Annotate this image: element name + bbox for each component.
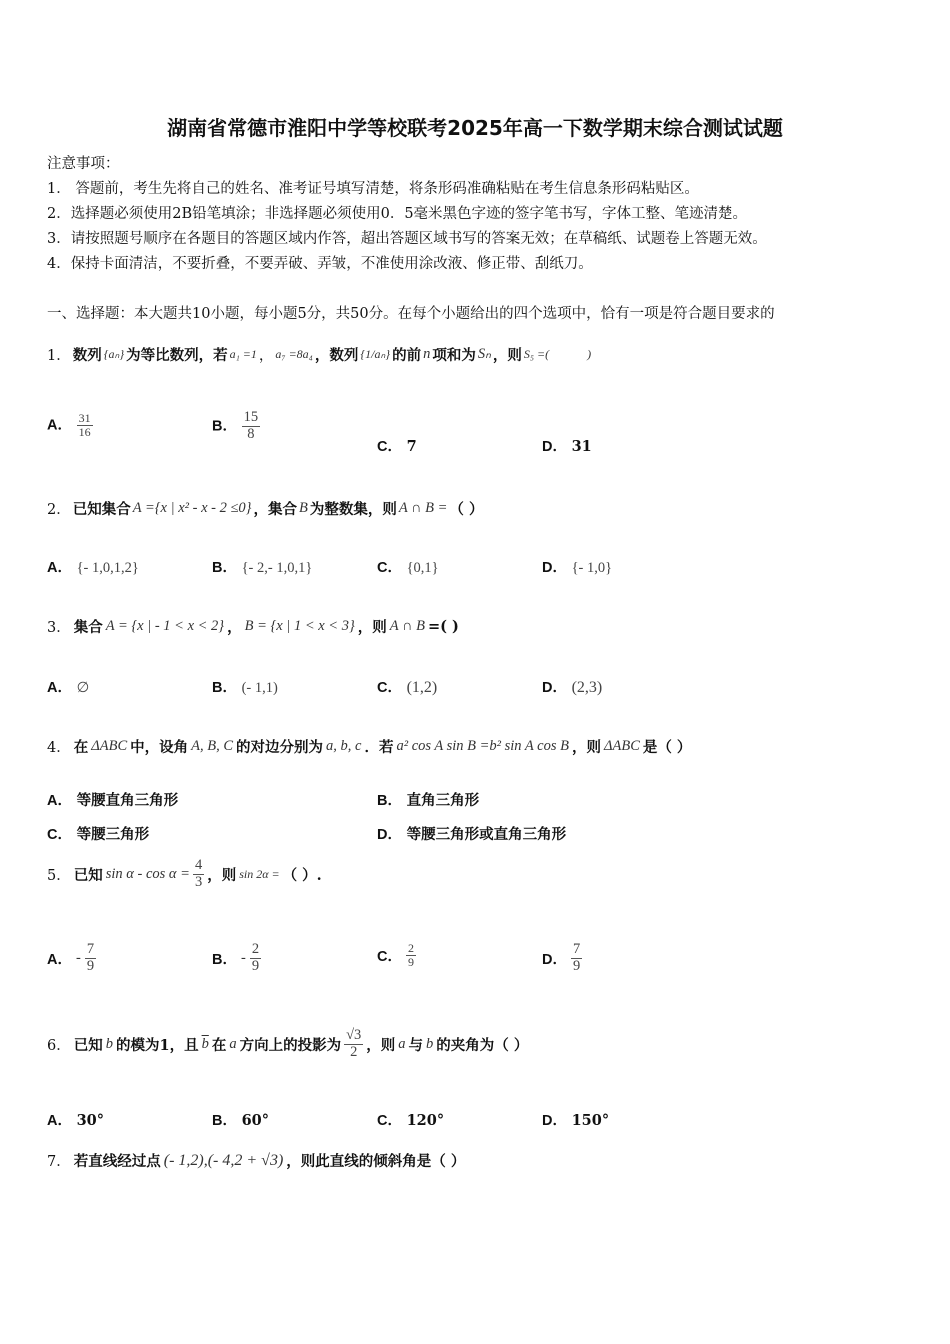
option-b[interactable]: B． (- 1,1) xyxy=(212,680,278,696)
question-3: 3． 集合 A = {x | - 1 < x < 2} ， B = {x | 1 < x < 3} ，则 A ∩ B =( ) xyxy=(47,618,459,636)
notes-header: 注意事项： xyxy=(47,156,120,172)
option-a[interactable]: A． - $\frac{7}{9}$ xyxy=(47,941,95,974)
math-expr: a² cos A sin B =b² sin A cos B xyxy=(396,738,569,754)
option-d[interactable]: D． 150° xyxy=(542,1112,610,1129)
question-1: 1． 数列 {aₙ} 为等比数列，若 a₁ =1 ， a₇ =8a₄ ，数列 {1/aₙ} 的前 n 项和为 Sₙ ，则 S₅ =( ) xyxy=(47,346,592,364)
option-a[interactable]: A． 等腰直角三角形 xyxy=(47,792,179,809)
math-expr: sin 2α = xyxy=(239,866,280,881)
fraction: $\frac{√3}{2}$ xyxy=(346,1027,362,1060)
fraction: $\frac{2}{9}$ xyxy=(251,941,260,974)
note-item: 1． 答题前，考生先将自己的姓名、准考证号填写清楚，将条形码准确粘贴在考生信息条形码粘贴区。 xyxy=(47,181,699,197)
fraction: $\frac{31}{16}$ xyxy=(78,411,91,440)
math-expr: {1/aₙ} xyxy=(360,347,391,361)
math-expr: B = {x | 1 < x < 3} xyxy=(244,618,355,634)
math-expr: A ∩ B = xyxy=(398,500,448,516)
math-expr: S₅ =( xyxy=(523,347,550,361)
option-d[interactable]: D． 31 xyxy=(542,438,592,455)
option-c[interactable]: C． (1,2) xyxy=(377,679,438,696)
option-c[interactable]: C． 7 xyxy=(377,438,417,455)
question-5: 5． 已知 sin α - cos α = $\frac{4}{3}$ ，则 sin 2α = （ ）. xyxy=(47,857,322,890)
question-number: 7． xyxy=(47,1154,71,1170)
fraction: $\frac{7}{9}$ xyxy=(572,941,581,974)
math-expr: B xyxy=(298,500,308,516)
option-a[interactable]: A． 30° xyxy=(47,1112,105,1129)
fraction: $\frac{7}{9}$ xyxy=(86,941,95,974)
question-7: 7． 若直线经过点 (- 1,2),(- 4,2 + √3) ，则此直线的倾斜角是（ ） xyxy=(47,1151,466,1170)
question-number: 4． xyxy=(47,740,71,756)
note-item: 4．保持卡面清洁，不要折叠，不要弄破、弄皱，不准使用涂改液、修正带、刮纸刀。 xyxy=(47,256,593,272)
option-b[interactable]: B． - $\frac{2}{9}$ xyxy=(212,941,260,974)
question-number: 1． xyxy=(47,348,71,364)
question-2: 2． 已知集合 A ={x | x² - x - 2 ≤0} ，集合 B 为整数集，则 A ∩ B = （ ） xyxy=(47,500,484,518)
math-expr: (- 1,2),(- 4,2 + √3) xyxy=(163,1151,284,1169)
math-expr: $\overline{b}$ xyxy=(201,1035,209,1052)
option-b[interactable]: B． {- 2,- 1,0,1} xyxy=(212,560,313,576)
math-expr: a xyxy=(398,1035,406,1052)
question-number: 3． xyxy=(47,620,71,636)
option-c[interactable]: C． 等腰三角形 xyxy=(47,826,150,843)
option-b[interactable]: B． 60° xyxy=(212,1112,270,1129)
math-expr: A = {x | - 1 < x < 2} xyxy=(105,618,225,634)
math-expr: A ∩ B xyxy=(389,618,425,634)
option-d[interactable]: D． 等腰三角形或直角三角形 xyxy=(377,826,567,843)
option-a[interactable]: A． $\frac{31}{16}$ xyxy=(47,411,91,440)
math-expr: ΔABC xyxy=(91,738,128,754)
question-number: 5． xyxy=(47,867,71,884)
option-c[interactable]: C． 120° xyxy=(377,1112,445,1129)
page-title: 湖南省常德市淮阳中学等校联考2025年高一下数学期末综合测试试题 xyxy=(167,116,783,140)
note-item: 3．请按照题号顺序在各题目的答题区域内作答，超出答题区域书写的答案无效；在草稿纸、试题卷上答题无效。 xyxy=(47,231,767,247)
fraction: $\frac{4}{3}$ xyxy=(194,857,203,890)
option-a[interactable]: A． ∅ xyxy=(47,680,90,696)
math-expr: {aₙ} xyxy=(103,347,125,361)
option-d[interactable]: D． $\frac{7}{9}$ xyxy=(542,941,581,974)
math-expr: sin α - cos α = xyxy=(105,865,190,882)
option-c[interactable]: C． $\frac{2}{9}$ xyxy=(377,941,414,970)
math-expr: a xyxy=(229,1035,237,1052)
question-number: 2． xyxy=(47,502,71,518)
math-expr: a₇ =8a₄ xyxy=(275,347,313,361)
math-expr: b xyxy=(105,1035,113,1052)
option-d[interactable]: D． (2,3) xyxy=(542,679,603,696)
option-d[interactable]: D． {- 1,0} xyxy=(542,560,613,576)
fraction: $\frac{15}{8}$ xyxy=(243,409,259,442)
question-4: 4． 在 ΔABC 中，设角 A, B, C 的对边分别为 a, b, c ．若 a² cos A sin B =b² sin A cos B ，则 ΔABC 是（ ） xyxy=(47,738,692,756)
fraction: $\frac{2}{9}$ xyxy=(407,941,414,970)
math-expr: A ={x | x² - x - 2 ≤0} xyxy=(132,500,252,516)
section-heading: 一、选择题：本大题共10小题，每小题5分，共50分。在每个小题给出的四个选项中，恰有一项是符合题目要求的 xyxy=(47,306,775,322)
question-number: 6． xyxy=(47,1037,71,1054)
math-expr: n xyxy=(423,346,431,362)
math-expr: a, b, c xyxy=(326,738,362,754)
math-expr: Sₙ xyxy=(477,346,491,362)
math-expr: A, B, C xyxy=(191,738,234,754)
math-expr: ΔABC xyxy=(603,738,640,754)
math-expr: a₁ =1 xyxy=(229,347,257,361)
math-expr: b xyxy=(426,1035,434,1052)
option-b[interactable]: B． 直角三角形 xyxy=(377,792,480,809)
option-b[interactable]: B． $\frac{15}{8}$ xyxy=(212,409,259,442)
option-a[interactable]: A． {- 1,0,1,2} xyxy=(47,560,139,576)
question-6: 6． 已知 b 的模为1，且 $\overline{b}$ 在 a 方向上的投影为 $\frac{√3}{2}$ ，则 a 与 b 的夹角为（ ） xyxy=(47,1027,529,1060)
note-item: 2．选择题必须使用2B铅笔填涂；非选择题必须使用0．5毫米黑色字迹的签字笔书写，字体工整、笔迹清楚。 xyxy=(47,206,748,222)
option-c[interactable]: C． {0,1} xyxy=(377,560,439,576)
